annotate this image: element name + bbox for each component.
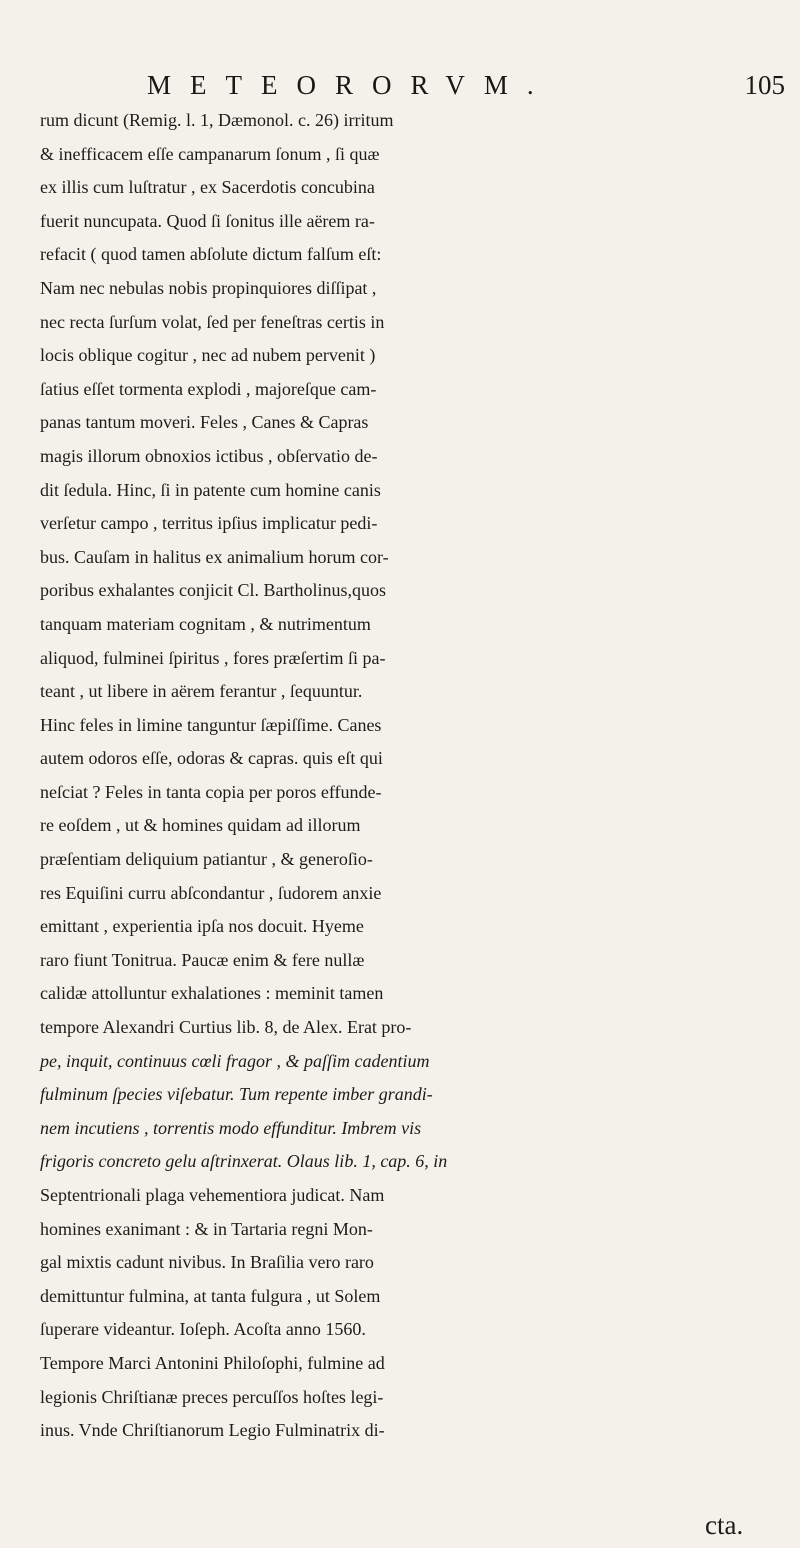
text-line: panas tantum moveri. Feles , Canes & Capras [40,412,369,433]
text-line: raro fiunt Tonitrua. Paucæ enim & fere nullæ [40,949,365,970]
text-line: ex illis cum luſtratur , ex Sacerdotis concubina [40,177,375,198]
text-line: locis oblique cogitur , nec ad nubem pervenit ) [40,345,376,366]
text-line: rum dicunt (Remig. l. 1, Dæmonol. c. 26) irritum [40,110,394,130]
text-line: nec recta ſurſum volat, ſed per feneſtras certis in [40,311,385,332]
running-head-title: METEORORVM. [147,70,553,100]
catchword: cta. [705,1510,744,1540]
text-line: emittant , experientia ipſa nos docuit. Hyeme [40,916,364,937]
text-line: tanquam materiam cognitam , & nutrimentum [40,613,371,634]
text-line: re eoſdem , ut & homines quidam ad illorum [40,815,361,836]
text-line: præſentiam deliquium patiantur , & generoſio- [40,849,373,870]
text-line-quotation: pe, inquit, continuus cœli fragor , & paſſim cadentium [40,1050,430,1071]
text-line: dit ſedula. Hinc, ſi in patente cum homine canis [40,479,381,500]
page-number: 105 [744,70,785,100]
text-line: bus. Cauſam in halitus ex animalium horum cor- [40,546,389,567]
text-line: res Equiſini curru abſcondantur , ſudorem anxie [40,882,382,903]
text-line: Septentrionali plaga vehementiora judicat. Nam [40,1185,385,1205]
text-line: Hinc feles in limine tanguntur ſæpiſſime. Canes [40,714,382,735]
text-line: calidæ attolluntur exhalationes : meminit tamen [40,983,384,1004]
text-line: magis illorum obnoxios ictibus , obſervatio de- [40,445,378,466]
text-line: gal mixtis cadunt nivibus. In Braſilia vero raro [40,1252,374,1273]
text-line-quotation: fulminum ſpecies viſebatur. Tum repente imber grandi- [40,1084,433,1105]
text-line: teant , ut libere in aërem ferantur , ſequuntur. [40,681,363,702]
text-line: homines exanimant : & in Tartaria regni Mon- [40,1218,373,1239]
text-line: aliquod, fulminei ſpiritus , fores præſertim ſi pa- [40,647,386,668]
text-line: neſciat ? Feles in tanta copia per poros effunde- [40,781,382,802]
running-head [95,70,785,104]
text-line: ſuperare videantur. Ioſeph. Acoſta anno 1560. [40,1319,366,1340]
text-line: ſatius eſſet tormenta explodi , majoreſque cam- [40,378,377,399]
text-line: inus. Vnde Chriſtianorum Legio Fulminatrix di- [40,1420,385,1441]
text-line: fuerit nuncupata. Quod ſi ſonitus ille aërem ra- [40,210,375,231]
text-line: Nam nec nebulas nobis propinquiores diſſipat , [40,277,377,298]
text-line: demittuntur fulmina, at tanta fulgura , ut Solem [40,1285,381,1306]
text-line: verſetur campo , territus ipſius implicatur pedi- [40,513,378,534]
text-line-quotation: nem incutiens , torrentis modo effunditur. Imbrem vis [40,1117,422,1138]
text-line: Tempore Marci Antonini Philoſophi, fulmine ad [40,1352,385,1373]
body-text [40,104,795,1448]
text-line: legionis Chriſtianæ preces percuſſos hoſtes legi- [40,1386,384,1407]
text-line: poribus exhalantes conjicit Cl. Bartholinus,quos [40,580,386,601]
text-line-quotation: frigoris concreto gelu aſtrinxerat. Olaus lib. 1, cap. 6, in [40,1151,448,1172]
text-line: autem odoros eſſe, odoras & capras. quis eſt qui [40,748,383,769]
text-line: & inefficacem eſſe campanarum ſonum , ſi quæ [40,143,380,164]
text-line: refacit ( quod tamen abſolute dictum falſum eſt: [40,244,382,265]
text-line: tempore Alexandri Curtius lib. 8, de Alex. Erat pro- [40,1017,412,1038]
